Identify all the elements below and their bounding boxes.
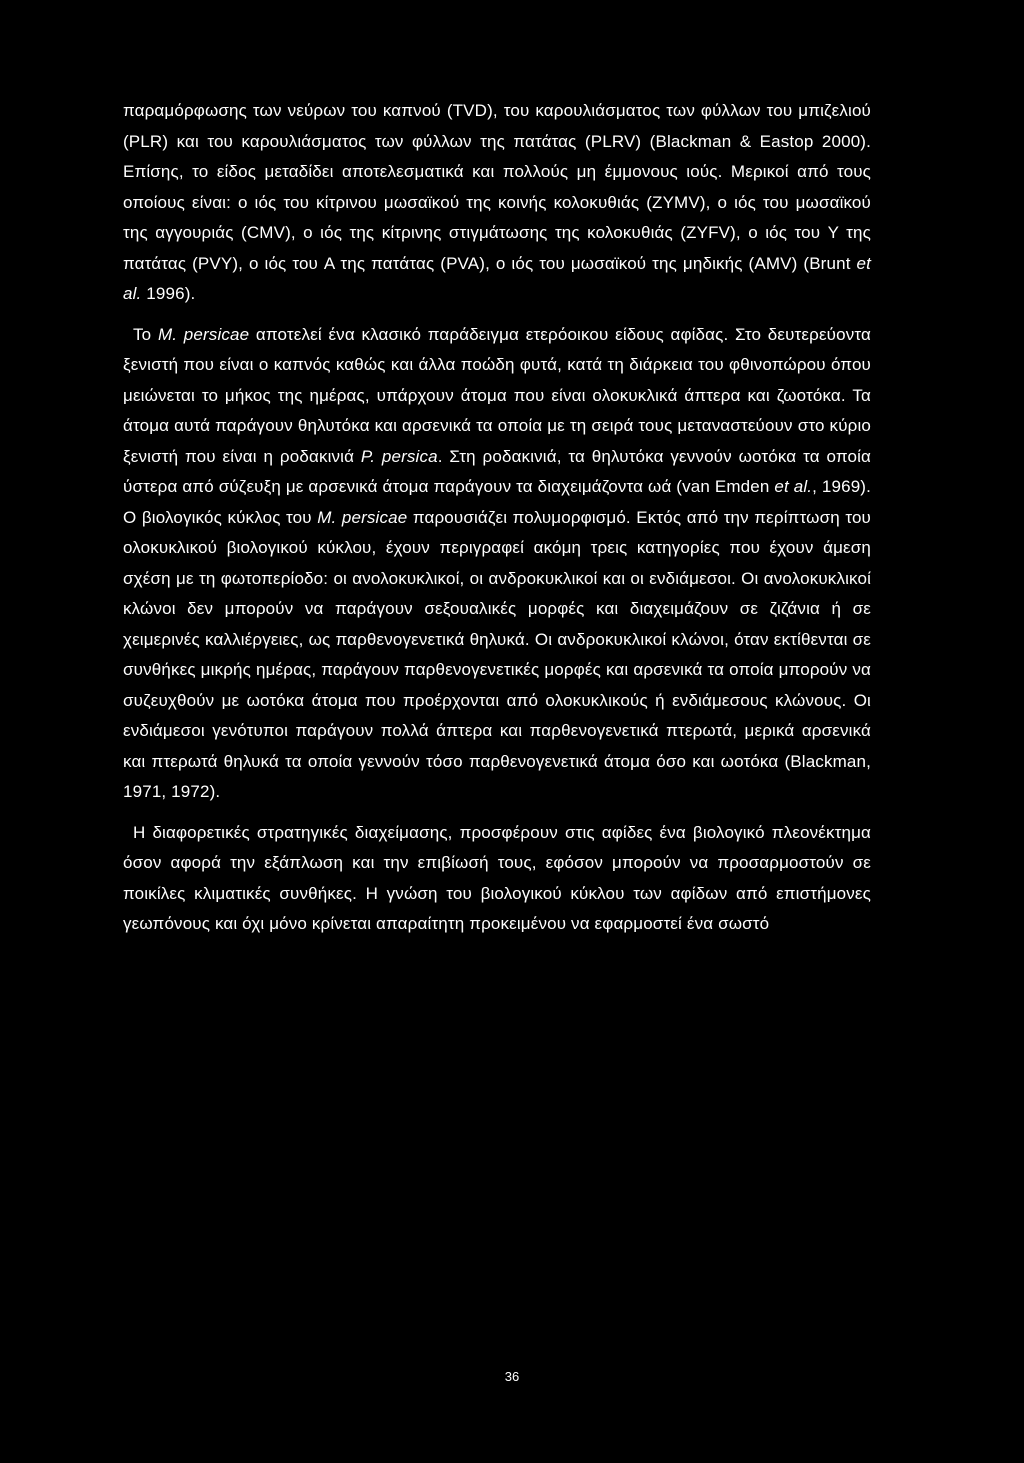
paragraph-1 xyxy=(123,96,871,310)
italic-term: P. persica xyxy=(360,446,438,466)
italic-term: M. persicae xyxy=(157,324,250,344)
italic-term: M. persicae xyxy=(317,507,408,527)
text-segment: , 1969). Ο βιολογικός κύκλος του xyxy=(123,477,871,527)
text-segment: Η διαφορετικές στρατηγικές διαχείμασης, προσφέρουν στις αφίδες ένα βιολογικό πλεονέκτημα όσον αφορά την εξάπλωση και την επιβίωσή τους, εφόσον μπορούν να προσαρμοστούν σε ποικίλες κλιματικές συνθήκες. Η γνώση του βιολογικού κύκλου των αφίδων από επιστήμονες γεωπόνους και όχι μόνο κρίνεται απαραίτητη προκειμένου να εφαρμοστεί ένα σωστό xyxy=(123,822,871,933)
paragraph-3 xyxy=(123,818,871,940)
text-segment: αποτελεί ένα κλασικό παράδειγμα ετερόοικου είδους αφίδας. Στο δευτερεύοντα ξενιστή που είναι ο καπνός καθώς και άλλα ποώδη φυτά, κατά τη διάρκεια του φθινοπώρου όπου μειώνεται το μήκος της ημέρας, υπάρχουν άτομα που είναι ολοκυκλικά άπτερα και ζωοτόκα. Τα άτομα αυτά παράγουν θηλυτόκα και αρσενικά τα οποία με τη σειρά τους μεταναστεύουν στο κύριο ξενιστή που είναι η ροδακινιά xyxy=(123,324,871,466)
italic-term: et al. xyxy=(774,477,813,496)
body-text xyxy=(123,96,871,940)
paragraph-2 xyxy=(123,320,871,808)
text-segment: παρουσιάζει πολυμορφισμό. Εκτός από την περίπτωση του ολοκυκλικού βιολογικού κύκλου, έχουν περιγραφεί ακόμη τρεις κατηγορίες που έχουν άμεση σχέση με τη φωτοπερίοδο: οι ανολοκυκλικοί, οι ανδροκυκλικοί και οι ενδιάμεσοι. Οι ανολοκυκλικοί κλώνοι δεν μπορούν να παράγουν σεξουαλικές μορφές και διαχειμάζουν σε ζιζάνια ή σε χειμερινές καλλιέργειες, ως παρθενογενετικά θηλυκά. Οι ανδροκυκλικοί κλώνοι, όταν εκτίθενται σε συνθήκες μικρής ημέρας, παράγουν παρθενογενετικές μορφές και αρσενικά τα οποία μπορούν να συζευχθούν με ωοτόκα άτομα που προέρχονται από ολοκυκλικούς ή ενδιάμεσους κλώνους. Οι ενδιάμεσοι γενότυποι παράγουν πολλά άπτερα και παρθενογενετικά πτερωτά, μερικά αρσενικά και πτερωτά θηλυκά τα οποία γεννούν τόσο παρθενογενετικά άτομα όσο και ωοτόκα (Blackman, 1971, 1972). xyxy=(123,507,871,801)
text-segment: . Στη ροδακινιά, τα θηλυτόκα γεννούν ωοτόκα τα οποία ύστερα από σύζευξη με αρσενικά άτομα παράγουν τα διαχειμάζοντα ωά (van Emden xyxy=(123,446,871,496)
text-segment: 1996). xyxy=(141,284,196,303)
page-number: 36 xyxy=(504,1369,520,1384)
italic-term: et al. xyxy=(123,253,871,303)
text-segment: Το xyxy=(133,324,158,344)
text-segment: παραμόρφωσης των νεύρων του καπνού (TVD), του καρουλιάσματος των φύλλων του μπιζελιού (PLR) και του καρουλιάσματος των φύλλων της πατάτας (PLRV) (Blackman & Eastop 2000). Επίσης, το είδος μεταδίδει αποτελεσματικά και πολλούς μη έμμονους ιούς. Μερικοί από τους οποίους είναι: ο ιός του κίτρινου μωσαϊκού της κοινής κολοκυθιάς (ZYMV), ο ιός του μωσαϊκού της αγγουριάς (CMV), ο ιός της κίτρινης στιγμάτωσης της κολοκυθιάς (ZYFV), ο ιός του Y της πατάτας (PVY), ο ιός του A της πατάτας (PVA), ο ιός του μωσαϊκού της μηδικής (AMV) (Brunt xyxy=(123,101,871,273)
